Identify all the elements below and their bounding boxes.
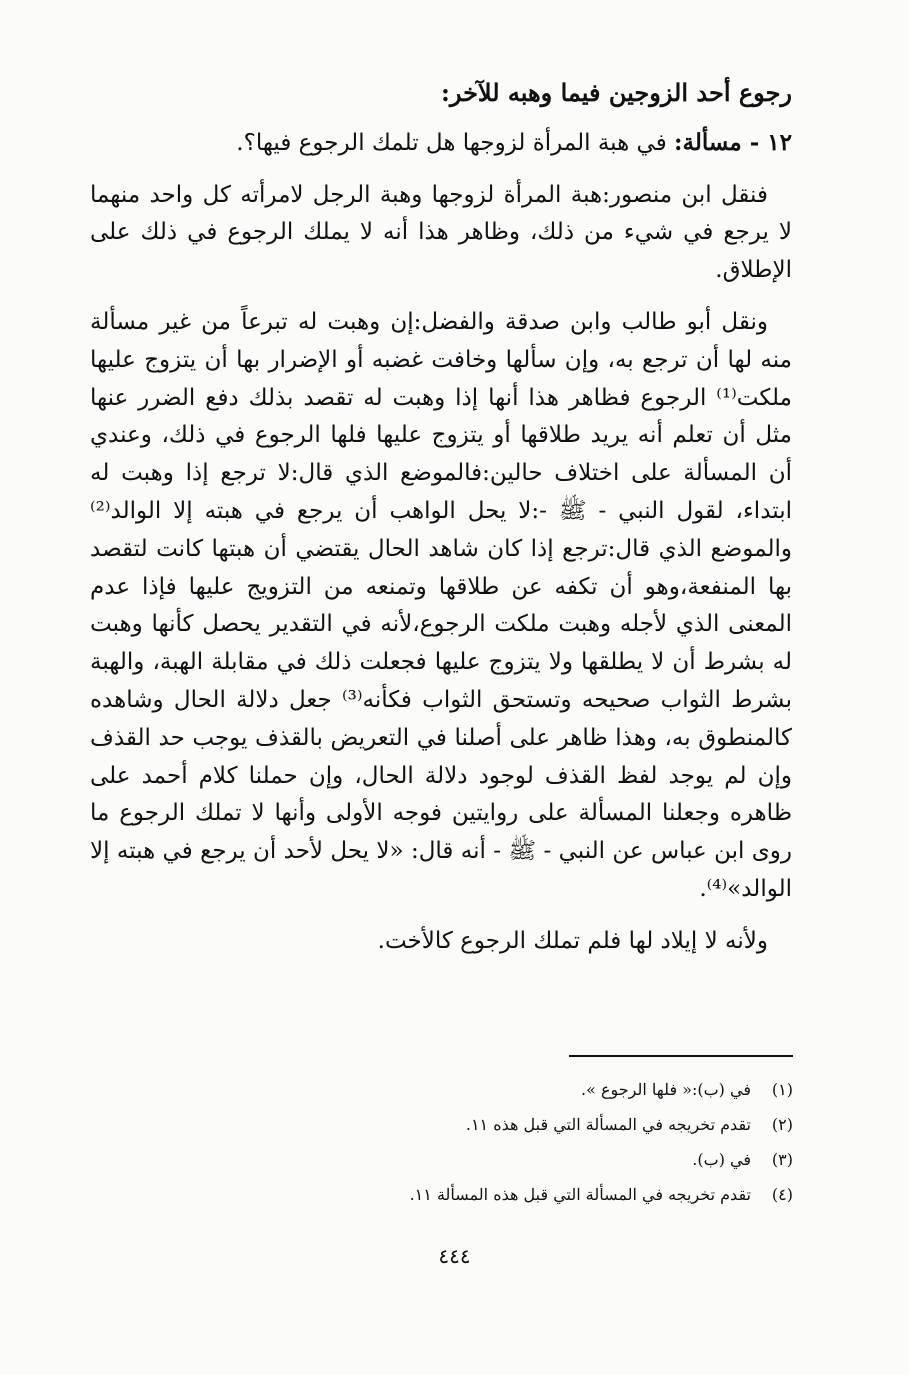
footnote-divider — [569, 1055, 793, 1057]
issue-statement — [90, 124, 792, 163]
footnote — [330, 1142, 793, 1177]
footnote-text: في (ب):« فلها الرجوع ». — [581, 1080, 751, 1099]
issue-question: في هبة المرأة لزوجها هل تلمك الرجوع فيها؟. — [236, 129, 667, 156]
paragraph-abu-talib: ونقل أبو طالب وابن صدقة والفضل:إن وهبت له تبرعاً من غير مسألة منه لها أن ترجع به، وإن سألها وخافت غضبه أو الإضرار بها أن يتزوج عليها ملكت⁽¹⁾ الرجوع فظاهر هذا أنها إذا وهبت له تقصد بذلك دفع الضرر عنها مثل أن تعلم أنه يريد طلاقها أو يتزوج عليها فلها الرجوع في ذلك، وعندي أن المسألة على اختلاف حالين:فالموضع الذي قال:لا ترجع إذا وهبت له ابتداء، لقول النبي - ﷺ -:لا يحل الواهب أن يرجع في هبته إلا الوالد⁽²⁾ والموضع الذي قال:ترجع إذا كان شاهد الحال يقتضي أن هبتها كانت لتقصد بها المنفعة،وهو أن تكفه عن طلاقها وتمنعه من التزويج عليها فإذا عدم المعنى الذي لأجله وهبت ملكت الرجوع،لأنه في التقدير يحصل كأنها وهبت له بشرط أن لا يطلقها ولا يتزوج عليها فجعلت ذلك في مقابلة الهبة، والهبة بشرط الثواب صحيحه وتستحق الثواب فكأنه⁽³⁾ جعل دلالة الحال وشاهده كالمنطوق به، وهذا ظاهر على أصلنا في التعريض بالقذف يوجب حد القذف وإن لم يوجد لفظ القذف لوجود دلالة الحال، وإن حملنا كلام أحمد على ظاهره وجعلنا المسألة على روايتين فوجه الأولى وأنها لا تملك الرجوع ما روى ابن عباس عن النبي - ﷺ - أنه قال: «لا يحل لأحد أن يرجع في هبته إلا الوالد»⁽⁴⁾. — [90, 308, 792, 902]
main-text — [90, 74, 792, 961]
footnote — [330, 1177, 793, 1212]
footnote-text: في (ب). — [692, 1150, 751, 1169]
paragraph-conclusion: ولأنه لا إيلاد لها فلم تملك الرجوع كالأخت. — [377, 927, 768, 954]
footnote-text: تقدم تخريجه في المسألة التي قبل هذه ١١. — [465, 1115, 751, 1134]
footnote-text: تقدم تخريجه في المسألة التي قبل هذه المسألة ١١. — [409, 1185, 751, 1204]
footnote — [330, 1107, 793, 1142]
footnotes — [330, 1072, 793, 1212]
issue-number: ١٢ - مسألة: — [674, 128, 792, 156]
page-number: ٤٤٤ — [438, 1244, 471, 1268]
section-heading: رجوع أحد الزوجين فيما وهبه للآخر: — [440, 78, 792, 107]
footnote-number: (٣) — [771, 1150, 793, 1169]
paragraph-ibn-mansur: فنقل ابن منصور:هبة المرأة لزوجها وهبة الرجل لامرأته كل واحد منهما لا يرجع في شيء من ذلك، وظاهر هذا أنه لا يملك الرجوع في ذلك على الإطلاق. — [90, 181, 792, 284]
footnote-number: (٢) — [771, 1115, 793, 1134]
footnote — [330, 1072, 793, 1107]
footnote-number: (١) — [771, 1080, 793, 1099]
footnote-number: (٤) — [771, 1185, 793, 1204]
